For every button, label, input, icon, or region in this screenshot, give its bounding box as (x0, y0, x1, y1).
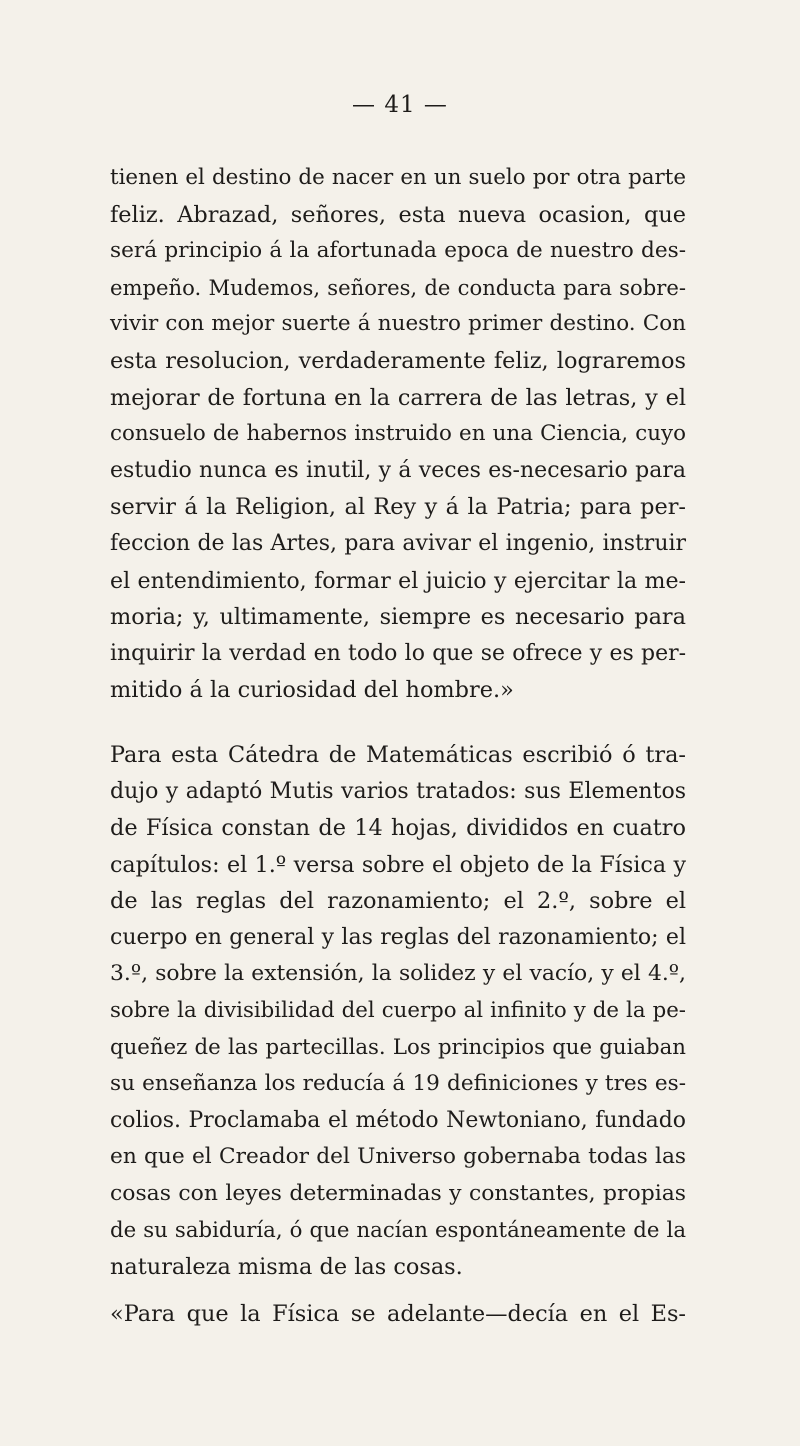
page-number: — 41 — (352, 92, 448, 118)
text-line: el entendimiento, formar el juicio y ejercitar la me- (110, 567, 686, 594)
text-line: naturaleza misma de las cosas. (110, 1254, 463, 1281)
text-line: dujo y adaptó Mutis varios tratados: sus Elementos (110, 778, 686, 804)
text-line: de su sabiduría, ó que nacían espontáneamente de la (110, 1217, 686, 1243)
text-line: Para esta Cátedra de Matemáticas escribió ó tra- (110, 741, 686, 768)
text-line: consuelo de habernos instruido en una Ciencia, cuyo (110, 421, 686, 447)
text-line: tienen el destino de nacer en un suelo por otra parte (110, 165, 686, 190)
text-line: esta resolucion, verdaderamente feliz, lograremos (110, 347, 686, 374)
text-line: feccion de las Artes, para avivar el ingenio, instruir (110, 530, 686, 556)
text-line: servir á la Religion, al Rey y á la Patria; para per- (110, 494, 686, 521)
text-line: su enseñanza los reducía á 19 definiciones y tres es- (110, 1071, 686, 1097)
text-line: cuerpo en general y las reglas del razonamiento; el (110, 924, 686, 950)
text-line: mitido á la curiosidad del hombre.» (110, 677, 514, 704)
text-line: de Física constan de 14 hojas, divididos en cuatro (110, 815, 686, 842)
text-line: de las reglas del razonamiento; el 2.º, sobre el (110, 888, 686, 915)
text-line: 3.º, sobre la extensión, la solidez y el vacío, y el 4.º, (110, 961, 686, 987)
text-line: estudio nunca es inutil, y á veces es-necesario para (110, 457, 686, 483)
paragraph-spacer (110, 1286, 686, 1296)
text-line: colios. Proclamaba el método Newtoniano, fundado (110, 1107, 686, 1133)
text-line: sobre la divisibilidad del cuerpo al infinito y de la pe- (110, 998, 686, 1024)
text-line: inquirir la verdad en todo lo que se ofrece y es per- (110, 640, 686, 666)
text-line: capítulos: el 1.º versa sobre el objeto de la Física y (110, 851, 686, 878)
text-line: mejorar de fortuna en la carrera de las letras, y el (110, 384, 686, 411)
text-line: queñez de las partecillas. Los principios que guiaban (110, 1034, 686, 1060)
text-line: en que el Creador del Universo gobernaba todas las (110, 1144, 686, 1170)
paragraph-3 (110, 1296, 686, 1333)
text-line: empeño. Mudemos, señores, de conducta para sobre- (110, 274, 686, 300)
paragraph-2 (110, 737, 686, 1286)
page-text (110, 160, 686, 1332)
text-line: feliz. Abrazad, señores, esta nueva ocasion, que (110, 201, 686, 228)
text-line: cosas con leyes determinadas y constantes, propias (110, 1181, 686, 1207)
text-line: vivir con mejor suerte á nuestro primer destino. Con (110, 311, 686, 337)
paragraph-spacer (110, 709, 686, 737)
text-line: será principio á la afortunada epoca de nuestro des- (110, 238, 686, 264)
text-line: «Para que la Física se adelante—decía en el Es- (110, 1300, 686, 1327)
paragraph-1 (110, 160, 686, 709)
text-line: moria; y, ultimamente, siempre es necesario para (110, 604, 686, 631)
